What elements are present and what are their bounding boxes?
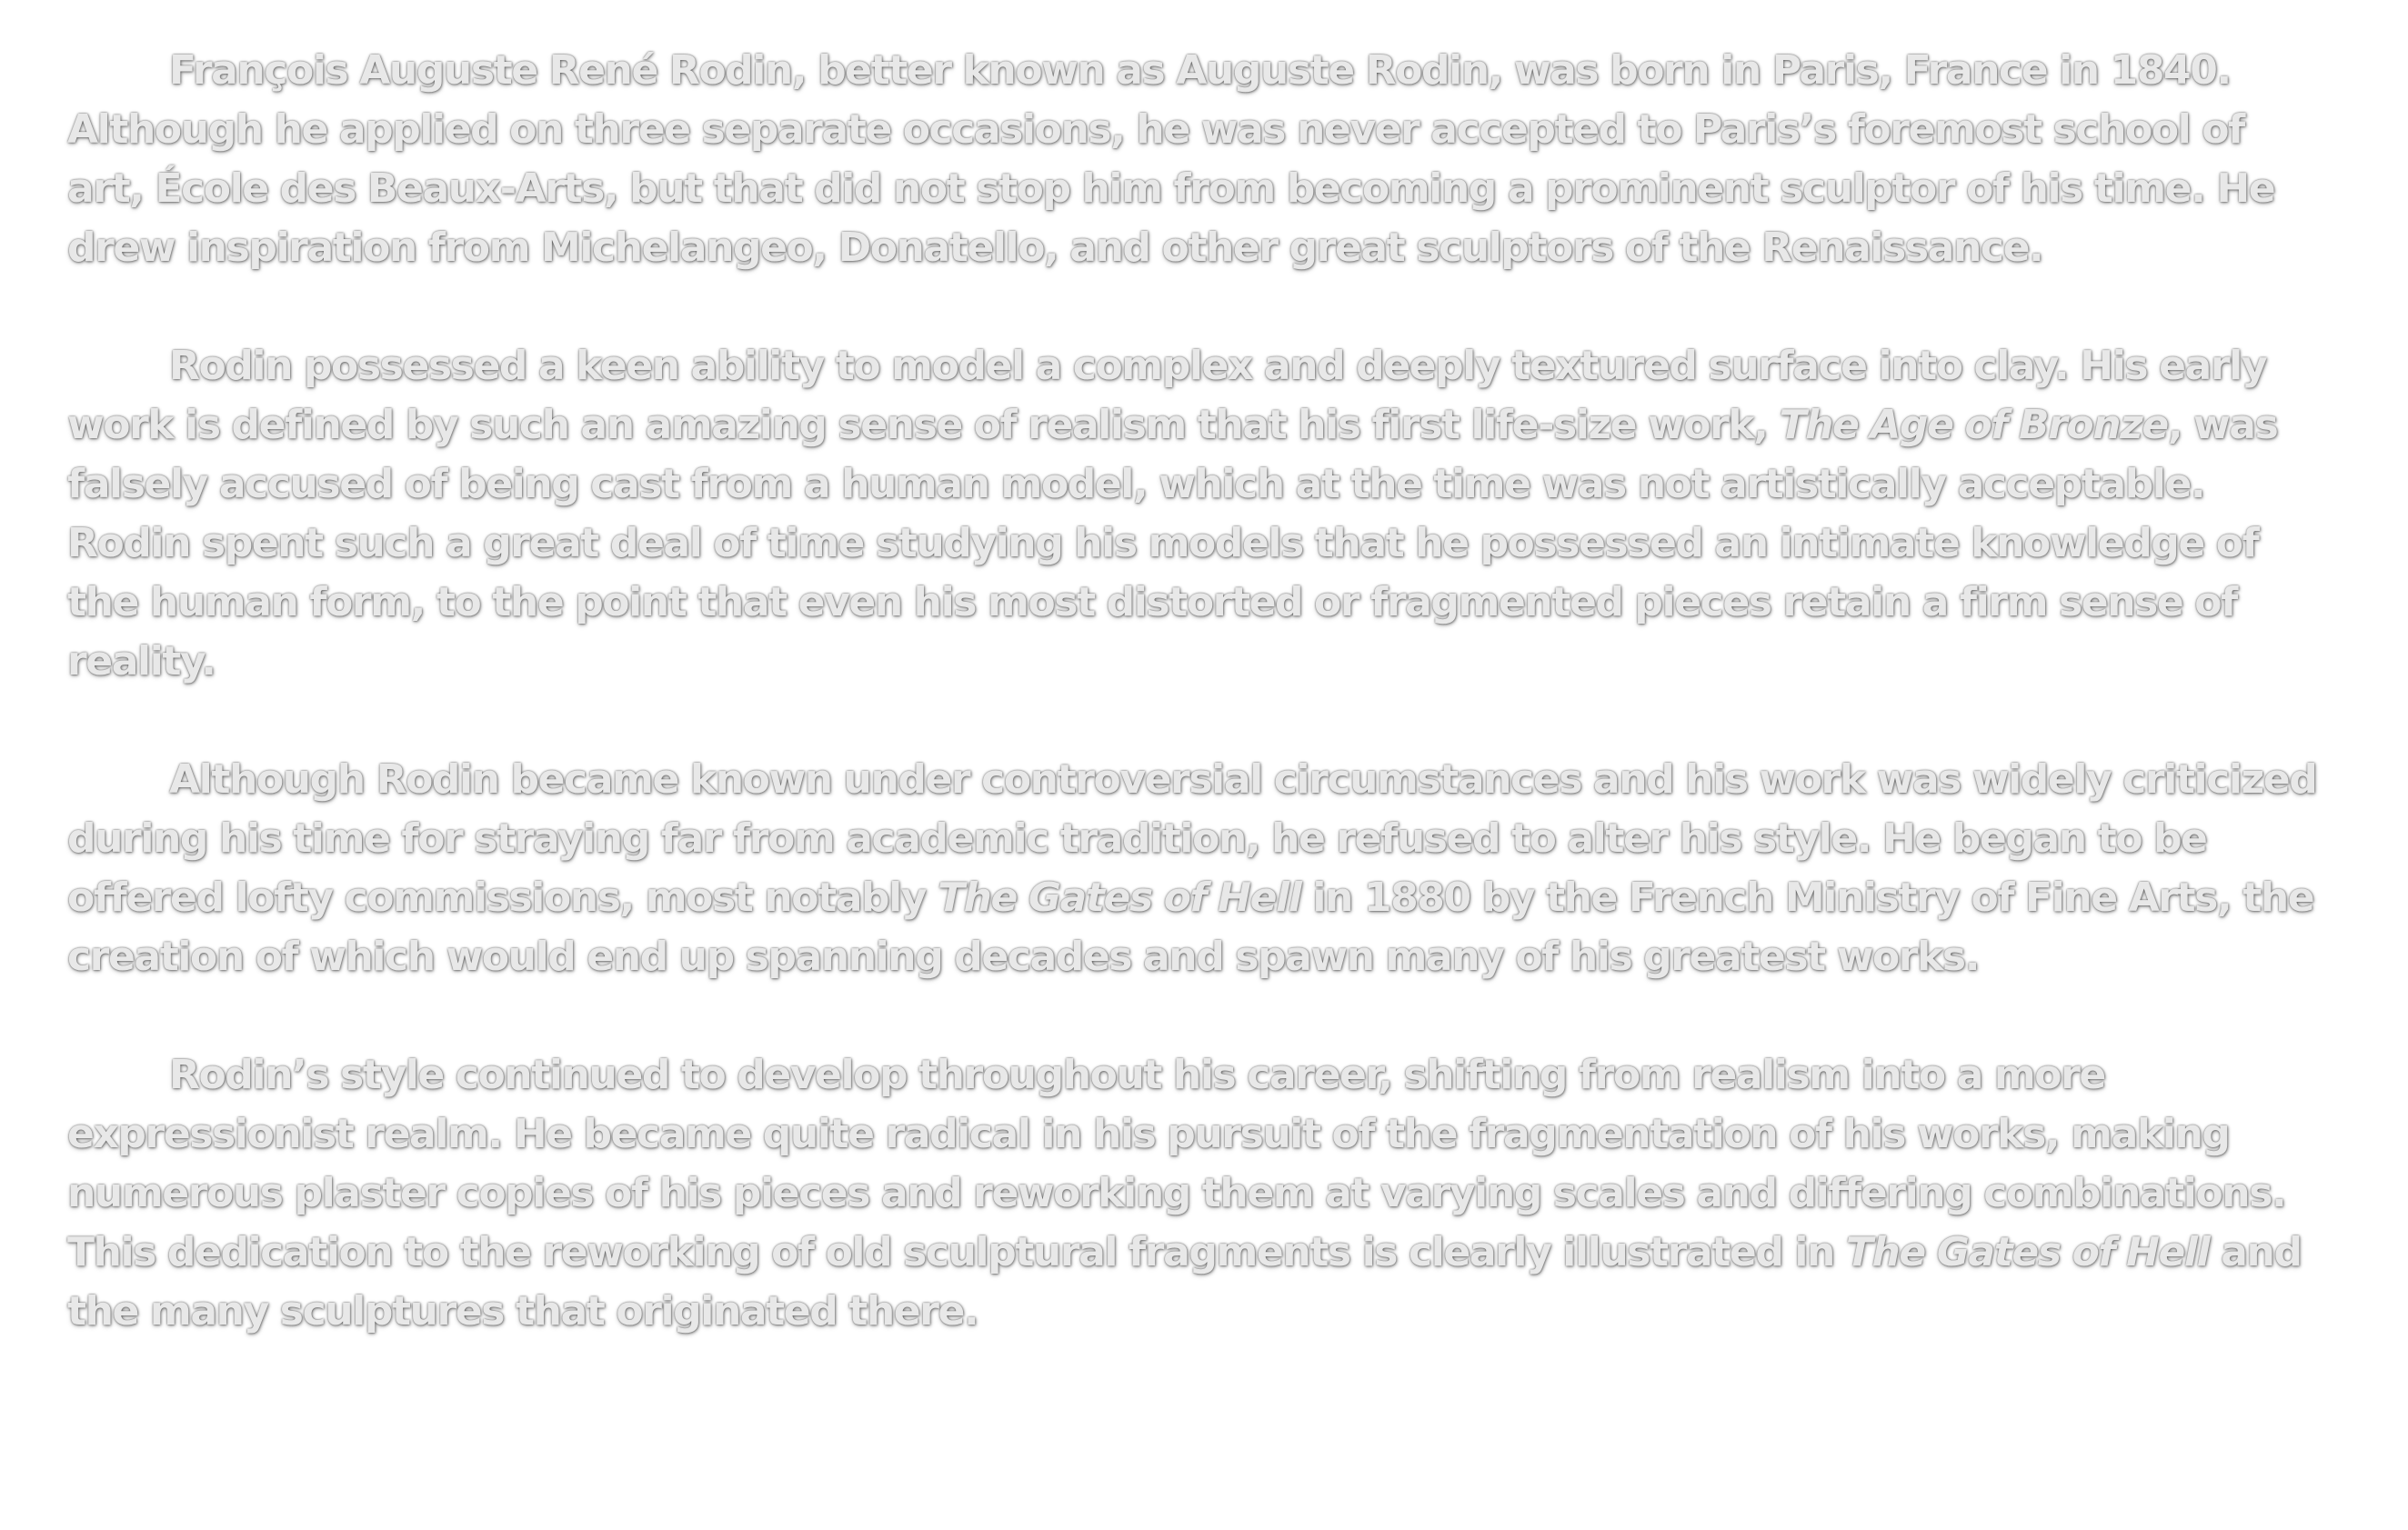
paragraph-4 (67, 1045, 2317, 1341)
paragraph-3-text-after: in 1880 by the French Ministry of Fine Arts, the creation of which would end up spanning decades and spawn many of his greatest works. (67, 875, 2314, 980)
paragraph-3-text-before: Although Rodin became known under controversial circumstances and his work was widely criticized during his time for straying far from academic tradition, he refused to alter his style. He began to be offered lofty commissions, most notably (67, 756, 2317, 921)
paragraph-4-text-after: and the many sculptures that originated there. (67, 1229, 2302, 1335)
paragraph-1-text: François Auguste René Rodin, better known as Auguste Rodin, was born in Paris, France in 1840. Although he applied on three separate occasions, he was never accepted to Paris’s foremost school of art, École des Beaux-Arts, but that did not stop him from becoming a prominent sculptor of his time. He drew inspiration from Michelangeo, Donatello, and other great sculptors of the Renaissance. (67, 47, 2275, 271)
paragraph-2-text-before: Rodin possessed a keen ability to model a complex and deeply textured surface into clay. His early work is defined by such an amazing sense of realism that his first life-size work, (67, 343, 2267, 448)
paragraph-3 (67, 750, 2317, 986)
artwork-title-gates-of-hell-2: The Gates of Hell (1845, 1229, 2210, 1275)
paragraph-1 (67, 41, 2317, 277)
paragraph-4-text-before: Rodin’s style continued to develop throughout his career, shifting from realism into a more expressionist realm. He became quite radical in his pursuit of the fragmentation of his works, making numerous plaster copies of his pieces and reworking them at varying scales and differing combinations. This dedication to the reworking of old sculptural fragments is clearly illustrated in (67, 1052, 2286, 1275)
artwork-title-age-of-bronze: The Age of Bronze (1779, 402, 2168, 448)
paragraph-2 (67, 336, 2317, 691)
paragraph-2-text-after: , was falsely accused of being cast from a human model, which at the time was not artistically acceptable. Rodin spent such a great deal of time studying his models that he possessed an intimate knowledge of the human form, to the point that even his most distorted or fragmented pieces retain a firm sense of reality. (67, 402, 2278, 685)
artwork-title-gates-of-hell: The Gates of Hell (938, 875, 1301, 921)
